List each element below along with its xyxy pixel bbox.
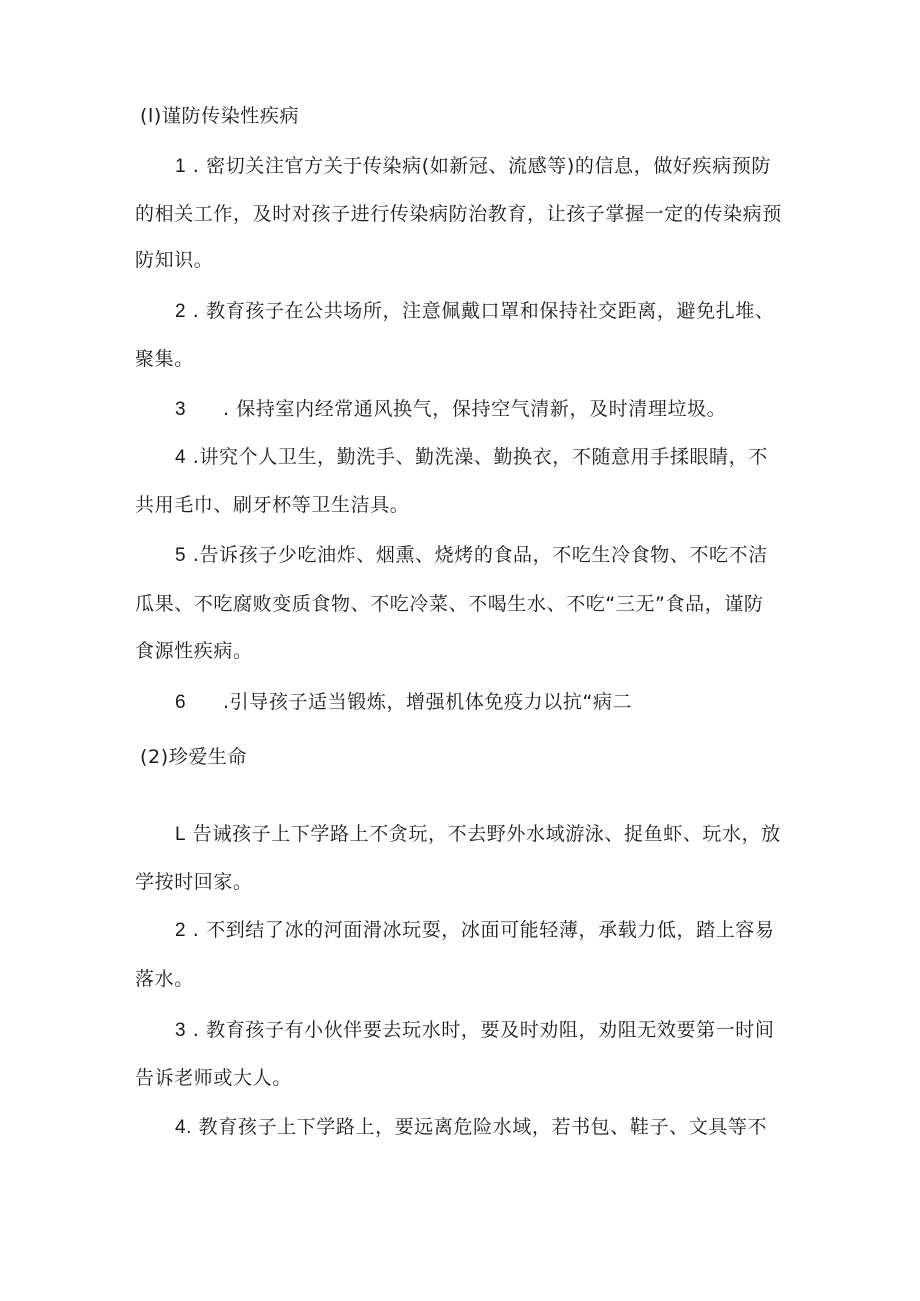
item-text: . 密切关注官方关于传染病(如新冠、流感等)的信息，做好疾病预防	[186, 155, 771, 177]
item-number: L	[175, 824, 187, 845]
item-number: 5	[175, 545, 187, 566]
paragraph-line	[175, 397, 726, 422]
item-text: 教育孩子上下学路上，要远离危险水域，若书包、鞋子、文具等不	[192, 1116, 768, 1138]
item-number: 4	[175, 447, 187, 468]
item-number: 6	[175, 692, 187, 713]
paragraph-line: 学按时回家。	[135, 871, 253, 893]
item-text: . 教育孩子在公共场所，注意佩戴口罩和保持社交距离，避免扎堆、	[186, 300, 775, 322]
paragraph-line	[175, 445, 768, 470]
item-text: .讲究个人卫生，勤洗手、勤洗澡、勤换衣，不随意用手揉眼睛，不	[186, 446, 768, 468]
paragraph-line: 落水。	[135, 968, 194, 990]
item-text: . 教育孩子有小伙伴要去玩水时，要及时劝阻，劝阻无效要第一时间	[186, 1019, 775, 1041]
paragraph-line	[175, 299, 775, 324]
section-heading: (2)珍爱生命	[140, 746, 248, 768]
item-number: 2	[175, 920, 187, 941]
paragraph-line: 防知识。	[135, 249, 214, 271]
paragraph-line: 聚集。	[135, 348, 194, 370]
paragraph-line	[175, 822, 781, 847]
item-text: .告诉孩子少吃油炸、烟熏、烧烤的食品，不吃生冷食物、不吃不洁	[186, 544, 768, 566]
item-text: 告诫孩子上下学路上不贪玩，不去野外水域游泳、捉鱼虾、玩水，放	[186, 823, 781, 845]
paragraph-line: 告诉老师或大人。	[135, 1067, 292, 1089]
section-heading: (l)谨防传染性疾病	[140, 105, 300, 127]
paragraph-line	[175, 690, 632, 715]
item-number: 3	[175, 399, 187, 420]
item-number: 3	[175, 1020, 187, 1041]
paragraph-line	[175, 1115, 767, 1140]
paragraph-line: 共用毛巾、刷牙杯等卫生洁具。	[135, 494, 410, 516]
item-number: 1	[175, 156, 187, 177]
paragraph-line: 食源性疾病。	[135, 640, 253, 662]
item-text: . 不到结了冰的河面滑冰玩耍，冰面可能轻薄，承载力低，踏上容易	[186, 919, 775, 941]
paragraph-line	[175, 918, 775, 943]
item-number: 4.	[175, 1117, 193, 1138]
item-text: .引导孩子适当锻炼，增强机体免疫力以抗“病二	[223, 691, 633, 713]
paragraph-line	[175, 154, 771, 179]
item-number: 2	[175, 301, 187, 322]
paragraph-line: 瓜果、不吃腐败变质食物、不吃冷菜、不喝生水、不吃“三无”食品，谨防	[135, 593, 764, 615]
paragraph-line	[175, 543, 768, 568]
paragraph-line	[175, 1018, 775, 1043]
item-text: . 保持室内经常通风换气，保持空气清新，及时清理垃圾。	[223, 398, 727, 420]
paragraph-line: 的相关工作，及时对孩子进行传染病防治教育，让孩子掌握一定的传染病预	[135, 203, 782, 225]
